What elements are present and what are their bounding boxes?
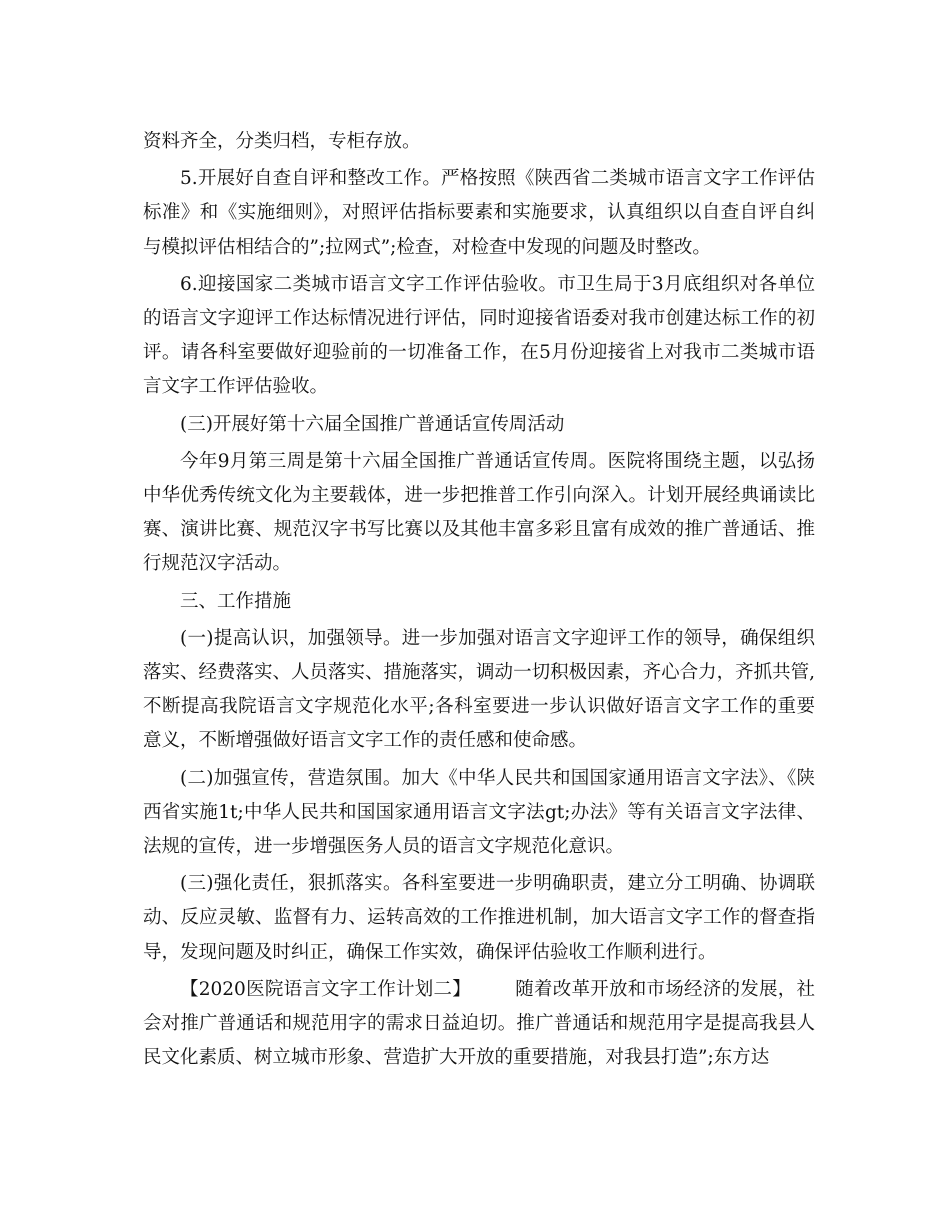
section-heading: (三)开展好第十六届全国推广普通话宣传周活动 [180,413,565,435]
section-heading: 三、工作措施 [180,590,292,612]
plan-two-paragraph [143,973,815,1076]
paragraph: 资料齐全，分类归档，专柜存放。 [143,131,421,152]
paragraph: 6.迎接国家二类城市语言文字工作评估验收。市卫生局于3月底组织对各单位的语言文字迎评工作达标情况进行评估，同时迎接省语委对我市创建达标工作的初评。请各科室要做好迎验前的一切准备工作，在5月份迎接省上对我市二类城市语言文字工作评估验收。 [143,273,815,398]
paragraph: (一)提高认识，加强领导。进一步加强对语言文字迎评工作的领导，确保组织落实、经费落实、人员落实、措施落实，调动一切积极因素，齐心合力，齐抓共管,不断提高我院语言文字规范化水平;各科室要进一步认识做好语言文字工作的重要意义，不断增强做好语言文字工作的责任感和使命感。 [143,627,815,752]
paragraph: 5.开展好自查自评和整改工作。严格按照《陕西省二类城市语言文字工作评估标准》和《实施细则》，对照评估指标要素和实施要求，认真组织以自查自评自纠与模拟评估相结合的”;拉网式”;检查，对检查中发现的问题及时整改。 [143,168,815,258]
paragraph: (二)加强宣传，营造氛围。加大《中华人民共和国国家通用语言文字法》、《陕西省实施1t;中华人民共和国国家通用语言文字法gt;办法》等有关语言文字法律、法规的宣传，进一步增强医务人员的语言文字规范化意识。 [143,767,815,858]
plan-two-heading: 【2020医院语言文字工作计划二】 [180,978,472,1000]
plan-two-body: 随着改革开放和市场经济的发展，社会对推广普通话和规范用字的需求日益迫切。推广普通话和规范用字是提高我县人民文化素质、树立城市形象、营造扩大开放的重要措施，对我县打造”;东方达 [143,978,815,1069]
paragraph: 今年9月第三周是第十六届全国推广普通话宣传周。医院将围绕主题，以弘扬中华优秀传统文化为主要载体，进一步把推普工作引向深入。计划开展经典诵读比赛、演讲比赛、规范汉字书写比赛以及其他丰富多彩且富有成效的推广普通话、推行规范汉字活动。 [143,450,815,575]
paragraph: (三)强化责任，狠抓落实。各科室要进一步明确职责，建立分工明确、协调联动、反应灵敏、监督有力、运转高效的工作推进机制，加大语言文字工作的督查指导，发现问题及时纠正，确保工作实效，确保评估验收工作顺利进行。 [143,873,815,963]
document-body [143,125,815,1075]
